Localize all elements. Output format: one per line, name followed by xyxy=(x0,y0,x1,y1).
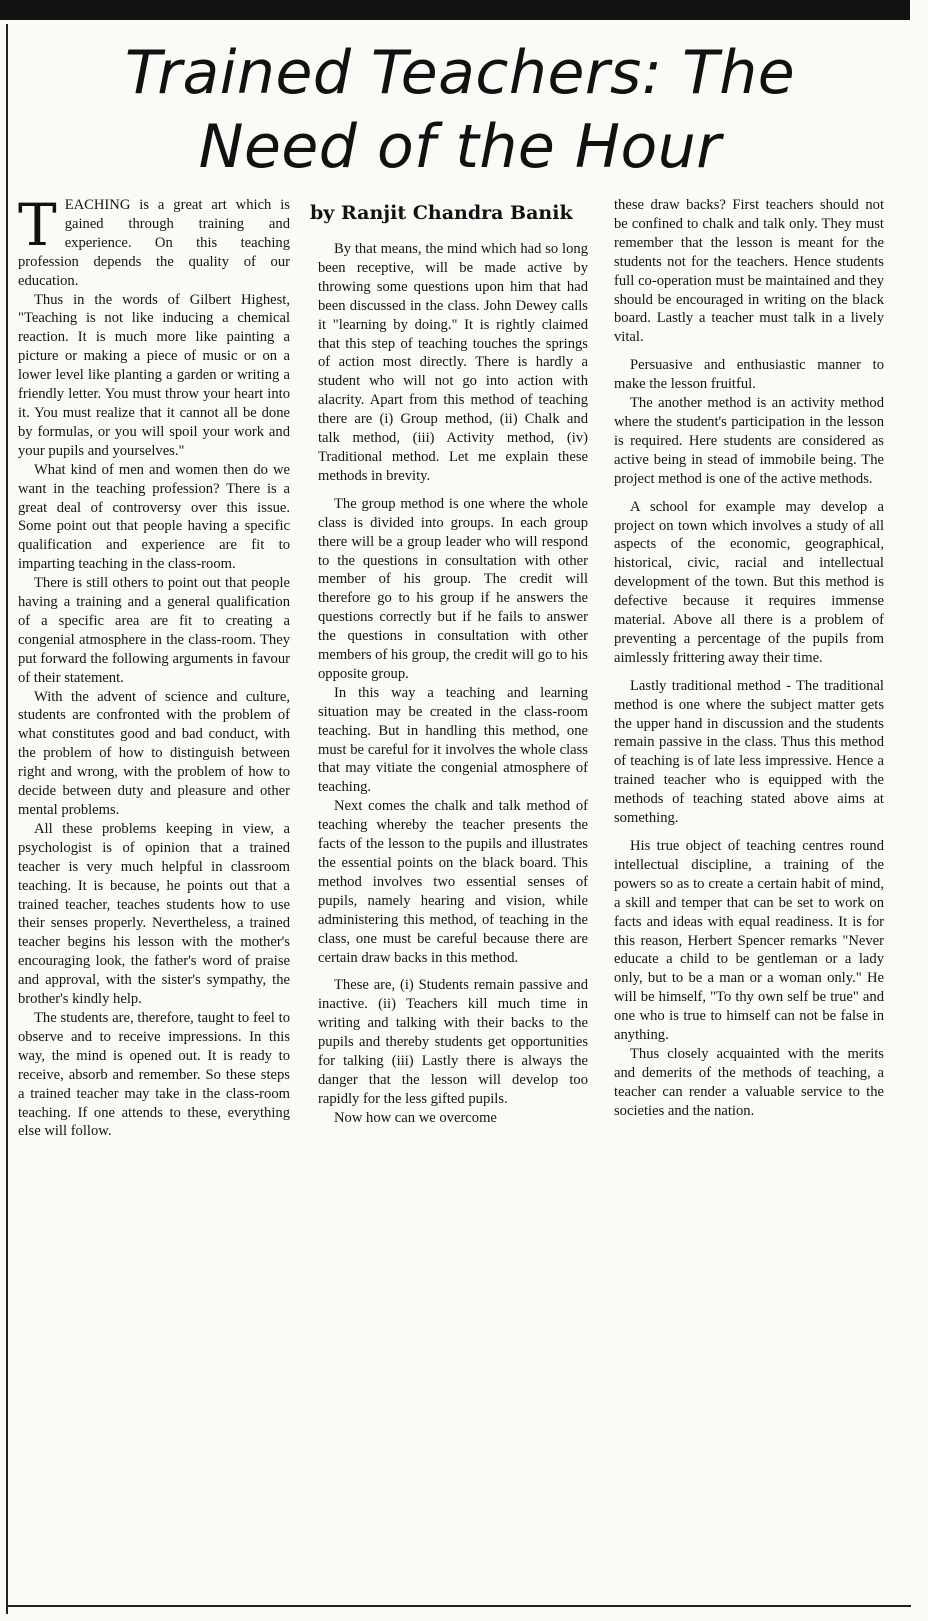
bottom-border-rule xyxy=(6,1605,911,1607)
paragraph: these draw backs? First teachers should not be confined to chalk and talk only. They must remember that the lesson is meant for the students not for the teachers. Hence students full co-operation must be maintained and they should be encouraged in writing on the black board. Lastly a teacher must talk in a lively vital. xyxy=(614,197,884,346)
top-border-bar xyxy=(0,0,910,20)
paragraph: There is still others to point out that people having a training and a general qualification of a specific area are fit to creating a congenial atmosphere in the class-room. They put forward the following arguments in favour of their statement. xyxy=(18,575,290,686)
paragraph: The students are, therefore, taught to feel to observe and to receive impressions. In this way, the mind is opened out. It is ready to receive, absorb and remember. So these steps a trained teacher may take in the class-room teaching. If one attends to these, everything else will follow. xyxy=(18,1009,290,1140)
paragraph-text: EACHING is a great art which is gained through training and experience. On this teaching profession depends the quality of our education. xyxy=(18,197,290,289)
paragraph: With the advent of science and culture, students are confronted with the problem of what constitutes good and bad conduct, with the problem of how to distinguish between right and wrong, with the problem of how to decide between duty and pleasure and other mental problems. xyxy=(18,688,290,818)
paragraph: By that means, the mind which had so long been receptive, will be made active by throwing some questions upon him that had been discussed in the class. John Dewey calls it "learning by doing." It is rightly claimed that this step of teaching touches the springs of action most directly. There is hardly a student who will not go into action with alacrity. Apart from this method of teaching there are (i) Group method, (ii) Chalk and talk method, (iii) Activity method, (iv) Traditional method. Let me explain these methods in brevity. xyxy=(318,241,588,484)
column-2 xyxy=(318,240,588,1128)
paragraph: Thus closely acquainted with the merits and demerits of the methods of teaching, a teacher can render a valuable service to the societies and the nation. xyxy=(614,1045,884,1119)
paragraph: What kind of men and women then do we want in the teaching profession? There is a great deal of controversy over this issue. Some point out that people having a specific qualification and experience are fit to imparting teaching in the class-room. xyxy=(18,461,290,573)
paragraph: These are, (i) Students remain passive and inactive. (ii) Teachers kill much time in writing and talking with their backs to the pupils and thereby students get opportunities for talking (iii) Lastly there is always the danger that the lesson will develop too rapidly for the less gifted pupils. xyxy=(318,977,588,1107)
paragraph: Persuasive and enthusiastic manner to make the lesson fruitful. xyxy=(614,357,884,393)
left-border-rule xyxy=(6,24,8,1614)
paragraph: All these problems keeping in view, a psychologist is of opinion that a trained teacher is very much helpful in classroom teaching. It is because, he points out that a trained teacher, teaches students how to use their senses properly. Nevertheless, a trained teacher begins his lesson with the mother's encouraging look, the father's word of praise and approval, with the sister's sympathy, the brother's kindly help. xyxy=(18,820,290,1008)
column-3 xyxy=(614,196,884,1121)
paragraph: A school for example may develop a project on town which involves a study of all aspects of the economic, geographical, historical, civic, racial and intellectual development of the town. But this method is defective because it requires immense material. Above all there is a problem of preventing a percentage of the pupils from aimlessly frittering away their time. xyxy=(614,498,884,666)
paragraph: The group method is one where the whole class is divided into groups. In each group there will be a group leader who will respond to the questions in consultation with other member of his group. The credit will therefore go to his group if he answers the questions correctly but if he fails to answer the questions in consultation with other members of his group, the credit will go to his opposite group. xyxy=(318,495,588,682)
paragraph: In this way a teaching and learning situation may be created in the class-room teaching. But in handling this method, one must be careful for it involves the whole class that may vitiate the congenial atmosphere of teaching. xyxy=(318,684,588,796)
column-1 xyxy=(18,191,290,1141)
paragraph: Next comes the chalk and talk method of teaching whereby the teacher presents the facts of the lesson to the pupils and illustrates the essential points on the black board. This method involves two essential senses of pupils, namely hearing and vision, while administering this method, of teaching in the class, one must be careful because there are certain draw backs in this method. xyxy=(318,798,588,966)
paragraph: His true object of teaching centres round intellectual discipline, a training of the powers so as to create a certain habit of mind, a skill and temper that can be set to work on facts and ideas with equal readiness. It is for this reason, Herbert Spencer remarks "Never educate a child to be gentleman or a lady only, but to be a man or a woman only." He will be himself, "To thy own self be true" and one who is true to himself can not be false in anything. xyxy=(614,838,884,1044)
paragraph: Lastly traditional method - The traditional method is one where the subject matter gets the upper hand in discussion and the students remain passive in the class. Thus this method of teaching is of late less impressive. Hence a trained teacher who is equipped with the methods of teaching stated above aims at something. xyxy=(614,677,884,827)
paragraph: Now how can we overcome xyxy=(334,1109,497,1126)
headline-line-1: Trained Teachers: The xyxy=(124,38,796,108)
paragraph xyxy=(18,191,290,291)
drop-cap: T xyxy=(18,191,57,259)
headline xyxy=(20,36,900,184)
paragraph: The another method is an activity method where the student's participation in the lesson is required. Here students are considered as active being in stead of immobile being. The project method is one of the active methods. xyxy=(614,395,884,487)
headline-line-2: Need of the Hour xyxy=(198,112,722,182)
byline: by Ranjit Chandra Banik xyxy=(310,202,573,224)
paragraph: Thus in the words of Gilbert Highest, "Teaching is not like inducing a chemical reaction. It is much more like painting a picture or making a piece of music or on a lower level like planting a garden or writing a friendly letter. You must throw your heart into it. You must realize that it cannot all be done by formulas, or you will spoil your work and your pupils and yourselves." xyxy=(18,291,290,459)
